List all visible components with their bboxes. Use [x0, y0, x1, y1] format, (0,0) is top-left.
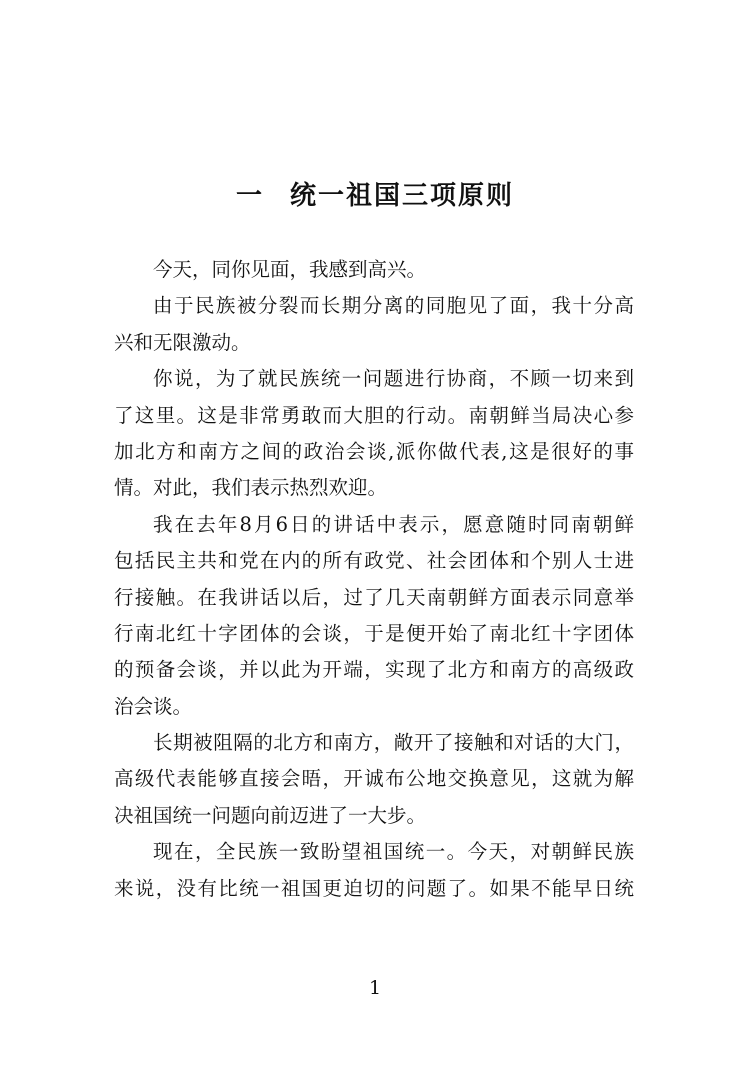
- text-line: 决祖国统一问题向前迈进了一大步。: [114, 803, 427, 827]
- page-number: 1: [368, 977, 382, 999]
- text-line: 长期被阻隔的北方和南方，敞开了接触和对话的大门，: [153, 731, 634, 755]
- text-line: 我在去年8月6日的讲话中表示，愿意随时同南朝鲜: [153, 512, 634, 536]
- chapter-title-text: 统一祖国三项原则: [290, 181, 515, 211]
- body-text: [114, 252, 634, 907]
- chapter-title: [0, 176, 750, 216]
- text-line: 现在，全民族一致盼望祖国统一。今天，对朝鲜民族: [153, 840, 634, 864]
- text-line: 治会谈。: [114, 694, 193, 718]
- text-line: 包括民主共和党在内的所有政党、社会团体和个别人士进: [114, 549, 634, 573]
- text-line: 的预备会谈，并以此为开端，实现了北方和南方的高级政: [114, 658, 634, 682]
- chapter-number: 一: [235, 181, 264, 211]
- text-line: 行南北红十字团体的会谈，于是便开始了南北红十字团体: [114, 621, 634, 645]
- text-line: 由于民族被分裂而长期分离的同胞见了面，我十分高: [153, 294, 634, 318]
- text-line: 了这里。这是非常勇敢而大胆的行动。南朝鲜当局决心参: [114, 403, 634, 427]
- text-line: 来说，没有比统一祖国更迫切的问题了。如果不能早日统: [114, 876, 634, 900]
- text-line: 你说，为了就民族统一问题进行协商，不顾一切来到: [153, 367, 634, 391]
- text-line: 加北方和南方之间的政治会谈,派你做代表,这是很好的事: [114, 439, 634, 463]
- text-line: 今天，同你见面，我感到高兴。: [153, 258, 427, 281]
- text-line: 兴和无限激动。: [114, 330, 251, 354]
- text-line: 情。对此，我们表示热烈欢迎。: [114, 476, 388, 500]
- text-line: 高级代表能够直接会晤，开诚布公地交换意见，这就为解: [114, 767, 634, 791]
- text-line: 行接触。在我讲话以后，过了几天南朝鲜方面表示同意举: [114, 585, 634, 609]
